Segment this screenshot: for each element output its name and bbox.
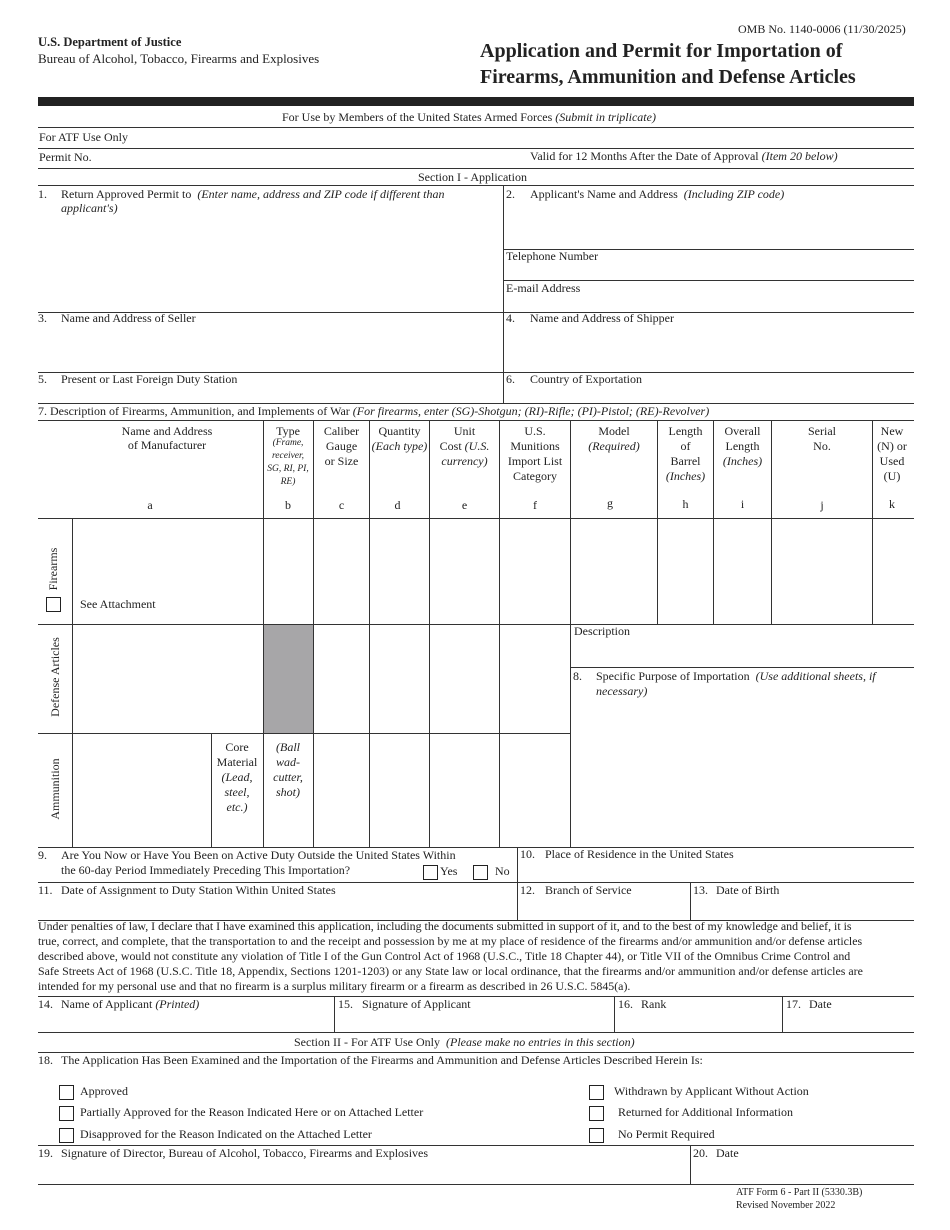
item20-label: Date xyxy=(716,1146,739,1160)
section2-title: Section II - For ATF Use Only (Please make no entries in this section) xyxy=(294,1035,635,1049)
armed-forces-notice: For Use by Members of the United States Armed Forces (Submit in triplicate) xyxy=(282,110,656,124)
item4-number: 4. xyxy=(506,311,515,325)
item14-number: 14. xyxy=(38,997,53,1011)
item11-label: Date of Assignment to Duty Station Within United States xyxy=(61,883,336,897)
item1-note: applicant's) xyxy=(61,201,118,215)
returned-checkbox[interactable] xyxy=(589,1106,604,1121)
description-field[interactable] xyxy=(574,640,910,664)
shipper-field[interactable] xyxy=(506,328,911,370)
assignment-date-field[interactable] xyxy=(40,899,514,917)
email-field[interactable] xyxy=(506,296,911,310)
form-title-line1: Application and Permit for Importation of xyxy=(480,40,843,62)
branch-field[interactable] xyxy=(520,899,686,917)
item3-number: 3. xyxy=(38,311,47,325)
no-permit-checkbox[interactable] xyxy=(589,1128,604,1143)
item9-yes-label: Yes xyxy=(440,864,458,878)
seller-field[interactable] xyxy=(40,328,500,370)
item3-label: Name and Address of Seller xyxy=(61,311,196,325)
item20-number: 20. xyxy=(693,1146,708,1160)
duty-station-field[interactable] xyxy=(40,388,500,402)
item11-number: 11. xyxy=(38,883,53,897)
defense-articles-row-label: Defense Articles xyxy=(48,637,62,717)
applicant-date-field[interactable] xyxy=(786,1013,911,1029)
item8-number: 8. xyxy=(573,669,582,683)
see-attachment-checkbox[interactable] xyxy=(46,597,61,612)
item5-number: 5. xyxy=(38,372,47,386)
item1-number: 1. xyxy=(38,187,47,201)
withdrawn-label: Withdrawn by Applicant Without Action xyxy=(614,1084,809,1098)
item19-label: Signature of Director, Bureau of Alcohol, Tobacco, Firearms and Explosives xyxy=(61,1146,429,1160)
item16-number: 16. xyxy=(618,997,633,1011)
item18-label: The Application Has Been Examined and the Importation of the Firearms and Ammunition and Defense Articles Described Herein Is: xyxy=(61,1053,703,1067)
atf-use-only-label: For ATF Use Only xyxy=(39,130,129,144)
firearms-row-label: Firearms xyxy=(46,547,60,591)
item12-label: Branch of Service xyxy=(545,883,632,897)
bureau-name: Bureau of Alcohol, Tobacco, Firearms and Explosives xyxy=(38,51,320,66)
item14-label: Name of Applicant (Printed) xyxy=(61,997,200,1011)
partially-approved-checkbox[interactable] xyxy=(59,1106,74,1121)
item8-note: necessary) xyxy=(596,684,648,698)
form-number: ATF Form 6 - Part II (5330.3B) xyxy=(736,1187,863,1198)
item15-label: Signature of Applicant xyxy=(362,997,471,1011)
item9-no-label: No xyxy=(495,864,510,878)
approved-checkbox[interactable] xyxy=(59,1085,74,1100)
purpose-field[interactable] xyxy=(574,702,910,842)
item9-label: Are You Now or Have You Been on Active Duty Outside the United States Within xyxy=(61,848,456,862)
approved-label: Approved xyxy=(80,1084,128,1098)
telephone-label: Telephone Number xyxy=(506,249,599,263)
item6-label: Country of Exportation xyxy=(530,372,642,386)
valid-for-label: Valid for 12 Months After the Date of Approval (Item 20 below) xyxy=(530,149,838,163)
item4-label: Name and Address of Shipper xyxy=(530,311,674,325)
item5-label: Present or Last Foreign Duty Station xyxy=(61,372,238,386)
applicant-name-address-field[interactable] xyxy=(506,205,911,247)
omb-number: OMB No. 1140-0006 (11/30/2025) xyxy=(738,22,906,36)
agency-name: U.S. Department of Justice xyxy=(38,35,182,49)
disapproved-checkbox[interactable] xyxy=(59,1128,74,1143)
applicant-signature-field[interactable] xyxy=(338,1013,610,1029)
approval-date-field[interactable] xyxy=(693,1162,911,1182)
dob-field[interactable] xyxy=(693,899,911,917)
item2-label: Applicant's Name and Address (Including ZIP code) xyxy=(530,187,785,201)
form-title-line2: Firearms, Ammunition and Defense Articles xyxy=(480,66,856,88)
rank-field[interactable] xyxy=(618,1013,778,1029)
item13-number: 13. xyxy=(693,883,708,897)
item9-label-line2: the 60-day Period Immediately Preceding This Importation? xyxy=(61,863,351,877)
no-permit-label: No Permit Required xyxy=(618,1127,715,1141)
item8-label: Specific Purpose of Importation (Use additional sheets, if xyxy=(596,669,876,683)
returned-label: Returned for Additional Information xyxy=(618,1105,793,1119)
director-signature-field[interactable] xyxy=(40,1162,686,1182)
section1-title: Section I - Application xyxy=(418,170,527,184)
return-permit-field[interactable] xyxy=(40,218,500,308)
item17-number: 17. xyxy=(786,997,801,1011)
item15-number: 15. xyxy=(338,997,353,1011)
item17-label: Date xyxy=(809,997,832,1011)
item19-number: 19. xyxy=(38,1146,53,1160)
firearms-manufacturer-field[interactable] xyxy=(74,522,260,592)
description-label: Description xyxy=(574,624,630,638)
see-attachment-label: See Attachment xyxy=(80,597,156,611)
item13-label: Date of Birth xyxy=(716,883,780,897)
item10-number: 10. xyxy=(520,847,535,861)
telephone-field[interactable] xyxy=(506,264,911,278)
revision-date: Revised November 2022 xyxy=(736,1200,836,1211)
item12-number: 12. xyxy=(520,883,535,897)
country-exportation-field[interactable] xyxy=(506,388,911,402)
permit-no-label: Permit No. xyxy=(39,150,92,164)
item10-label: Place of Residence in the United States xyxy=(545,847,734,861)
item2-number: 2. xyxy=(506,187,515,201)
item6-number: 6. xyxy=(506,372,515,386)
residence-field[interactable] xyxy=(520,864,910,880)
header-rule xyxy=(38,97,914,106)
ammunition-row-label: Ammunition xyxy=(48,758,62,820)
partially-approved-label: Partially Approved for the Reason Indicated Here or on Attached Letter xyxy=(80,1105,424,1119)
disapproved-label: Disapproved for the Reason Indicated on the Attached Letter xyxy=(80,1127,372,1141)
applicant-name-field[interactable] xyxy=(40,1013,330,1029)
item18-number: 18. xyxy=(38,1053,53,1067)
item9-number: 9. xyxy=(38,848,47,862)
withdrawn-checkbox[interactable] xyxy=(589,1085,604,1100)
item1-label: Return Approved Permit to (Enter name, address and ZIP code if different than xyxy=(61,187,445,201)
email-label: E-mail Address xyxy=(506,281,581,295)
shaded-cell xyxy=(264,625,313,733)
item16-label: Rank xyxy=(641,997,667,1011)
item7-label: 7. Description of Firearms, Ammunition, and Implements of War (For firearms, enter (SG)-Shotgun; (RI)-Rifle; (PI)-Pistol; (RE)-Revolver) xyxy=(38,404,710,418)
item9-no-checkbox[interactable] xyxy=(473,865,488,880)
item9-yes-checkbox[interactable] xyxy=(423,865,438,880)
